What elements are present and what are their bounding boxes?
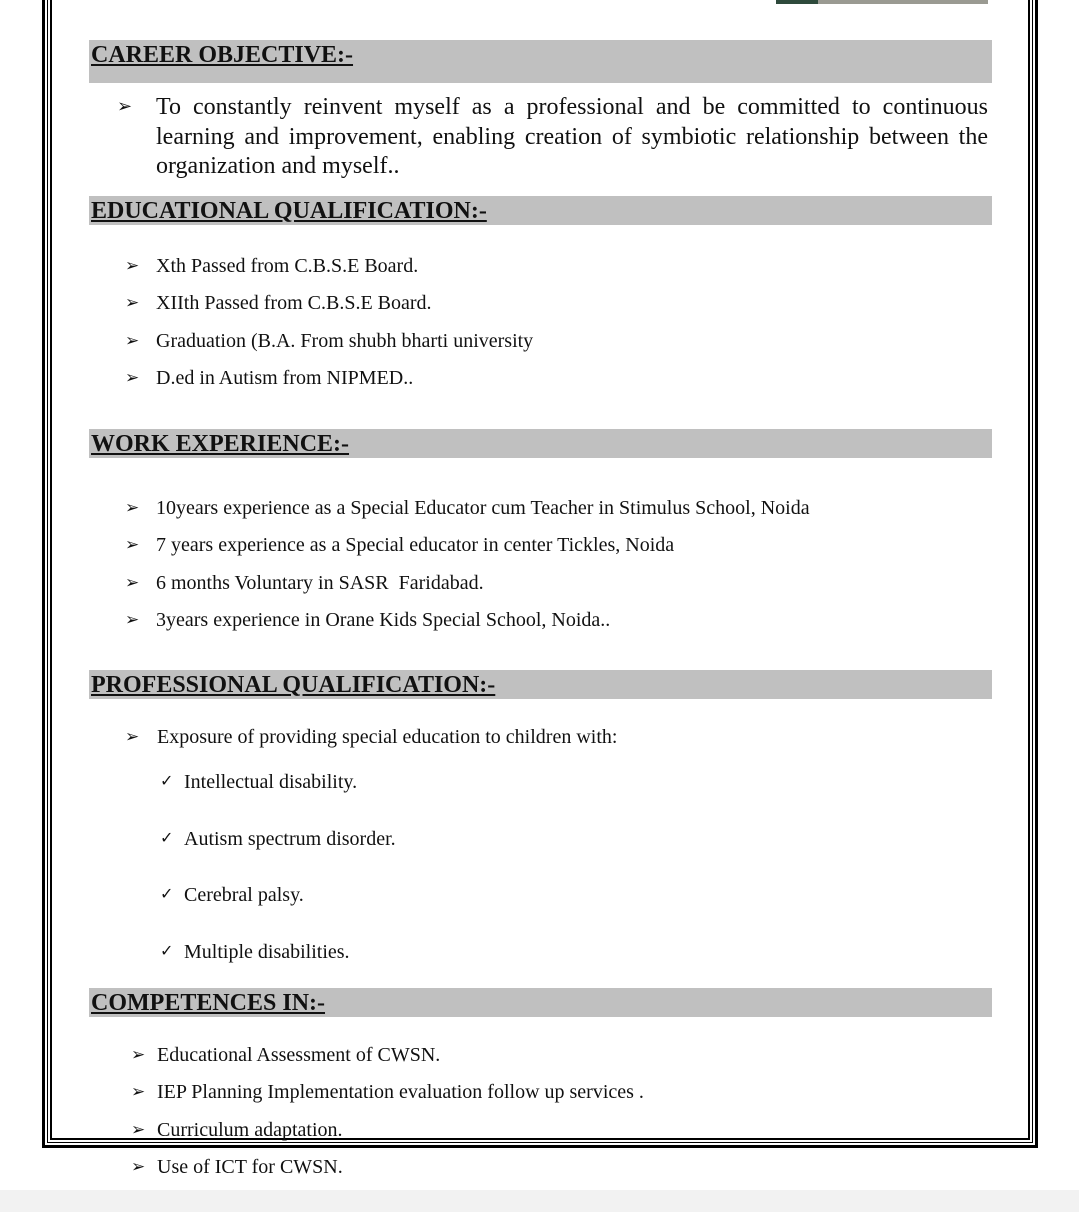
arrow-bullet-icon: ➢ bbox=[125, 256, 140, 275]
check-mark-icon: ✓ bbox=[160, 943, 174, 960]
arrow-bullet-icon: ➢ bbox=[131, 1082, 146, 1101]
check-mark-icon: ✓ bbox=[160, 886, 174, 903]
section-heading-work-experience: WORK EXPERIENCE:- bbox=[89, 429, 992, 458]
viewer-background-strip bbox=[0, 1190, 1079, 1212]
arrow-bullet-icon: ➢ bbox=[131, 1120, 146, 1139]
section-heading-competences: COMPETENCES IN:- bbox=[89, 988, 992, 1017]
career-objective-text: To constantly reinvent myself as a professional and be committed to continuous learning and improvement, enabling creation of symbiotic relationship between the organization and myself.. bbox=[156, 94, 988, 179]
profile-photo-edge bbox=[776, 0, 988, 4]
check-mark-icon: ✓ bbox=[160, 773, 174, 790]
arrow-bullet-icon: ➢ bbox=[125, 727, 140, 746]
arrow-bullet-icon: ➢ bbox=[125, 610, 140, 629]
arrow-bullet-icon: ➢ bbox=[125, 293, 140, 312]
arrow-bullet-icon: ➢ bbox=[131, 1157, 146, 1176]
arrow-bullet-icon: ➢ bbox=[131, 1045, 146, 1064]
section-heading-career-objective: CAREER OBJECTIVE:- bbox=[89, 40, 992, 83]
section-heading-education: EDUCATIONAL QUALIFICATION:- bbox=[89, 196, 992, 225]
arrow-bullet-icon: ➢ bbox=[125, 535, 140, 554]
arrow-bullet-icon: ➢ bbox=[117, 96, 133, 116]
arrow-bullet-icon: ➢ bbox=[125, 573, 140, 592]
section-heading-professional-qualification: PROFESSIONAL QUALIFICATION:- bbox=[89, 670, 992, 699]
check-mark-icon: ✓ bbox=[160, 830, 174, 847]
arrow-bullet-icon: ➢ bbox=[125, 498, 140, 517]
arrow-bullet-icon: ➢ bbox=[125, 331, 140, 350]
arrow-bullet-icon: ➢ bbox=[125, 368, 140, 387]
